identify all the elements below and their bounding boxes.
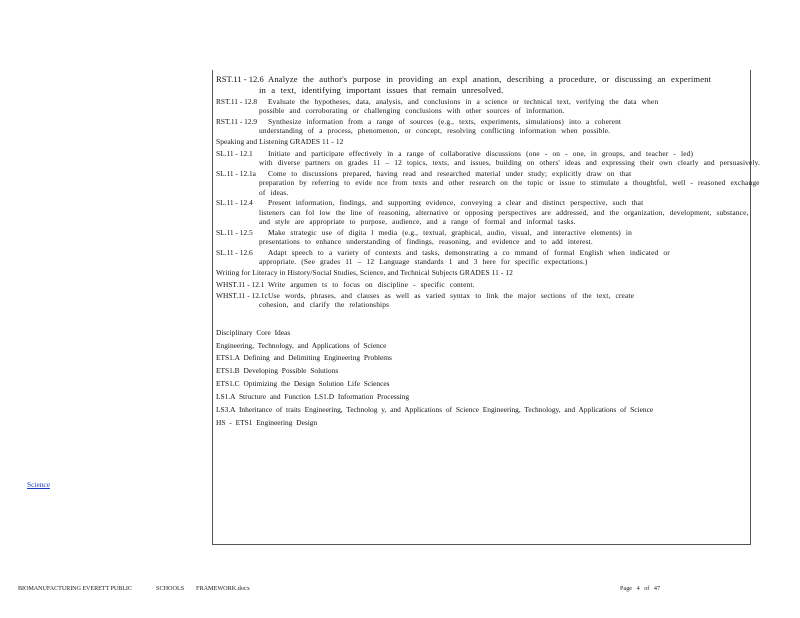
standard-code: RST.11 - 12.6 (216, 74, 264, 84)
standard-item (216, 97, 764, 116)
rst-standards (216, 74, 764, 135)
standard-code: SL.11 - 12.1a (216, 169, 256, 179)
standard-item (216, 198, 764, 226)
standard-item (216, 291, 764, 310)
sl-standards (216, 149, 764, 266)
standard-text-continued: possible and corroborating or challenging conclusions with other sources of information. (259, 106, 565, 116)
standard-text: Present information, findings, and supporting evidence, conveying a clear and distinct perspective, such that (268, 198, 644, 208)
standard-text: Write argumen ts to focus on discipline - specific content. (268, 279, 475, 289)
standard-item (216, 248, 764, 267)
standard-text-continued: in a text, identifying important issues that remain unresolved. (259, 84, 504, 95)
standard-text: Evaluate the hypotheses, data, analysis, and conclusions in a science or technical text, verifying the data when (268, 96, 659, 106)
speaking-listening-heading: Speaking and Listening GRADES 11 - 12 (216, 136, 344, 146)
standard-code: SL.11 - 12.6 (216, 247, 253, 257)
standard-text-continued: with diverse partners on grades 11 – 12 topics, texts, and issues, building on others' ideas and expressing their own clearly and persuasively. (259, 158, 760, 168)
dci-line: HS - ETS1 Engineering Design (216, 417, 318, 427)
footer-filename-part1: BIOMANUFACTURING EVERETT PUBLIC (18, 585, 132, 592)
standard-text-continued: listeners can fol low the line of reasoning, alternative or opposing perspectives are addressed, and the organization, development, substance, and style are appropriate to purpose, audience, and a range of formal and informal tasks. (259, 207, 749, 226)
standard-text-continued: appropriate. (See grades 11 – 12 Language standards 1 and 3 here for specific expectations.) (259, 256, 588, 266)
standard-item (216, 228, 764, 247)
standards-content (216, 74, 764, 430)
standard-text: Adapt speech to a variety of contexts and tasks, demonstrating a co mmand of formal English when indicated or (268, 247, 670, 257)
standard-code: SL.11 - 12.4 (216, 198, 253, 208)
standard-text-continued: cohesion, and clarify the relationships (259, 299, 390, 309)
dci-line: ETS1.C Optimizing the Design Solution Life Sciences (216, 379, 390, 389)
dci-line: ETS1.A Defining and Delimiting Engineering Problems (216, 353, 392, 363)
whst-standards (216, 280, 764, 309)
standard-text: Make strategic use of digita l media (e.g., textual, graphical, audio, visual, and interactive elements) in (268, 227, 632, 237)
standard-code: WHST.11 - 12.1 (216, 279, 265, 289)
dci-line: LS3.A Inheritance of traits Engineering, Technolog y, and Applications of Science Engineering, Technology, and Applications of Science (216, 404, 654, 414)
standard-text-continued: presentations to enhance understanding of findings, reasoning, and evidence and to add interest. (259, 236, 593, 246)
standard-text: Synthesize information from a range of sources (e.g., texts, experiments, simulations) into a coherent (268, 116, 622, 126)
standard-text: Analyze the author's purpose in providing an expl anation, describing a procedure, or discussing an experiment (268, 74, 712, 84)
page-number: Page 4 of 47 (620, 585, 661, 592)
standard-item (216, 149, 764, 168)
dci-heading: Disciplinary Core Ideas (216, 327, 291, 337)
disciplinary-core-ideas (216, 328, 764, 427)
science-link[interactable]: Science (27, 480, 50, 489)
standard-item (216, 74, 764, 95)
footer-filename-part3: FRAMEWORK.docx (196, 585, 250, 592)
dci-line: Engineering, Technology, and Applications of Science (216, 340, 387, 350)
standard-text: Come to discussions prepared, having read and researched material under study; explicitly draw on that (268, 169, 632, 179)
standard-item (216, 169, 764, 197)
standard-code: RST.11 - 12.8 (216, 96, 258, 106)
standard-code: SL.11 - 12.5 (216, 227, 253, 237)
standard-text-continued: understanding of a process, phenomenon, or concept, resolving conflicting information when possible. (259, 126, 611, 136)
dci-line: LS1.A Structure and Function LS1.D Information Processing (216, 391, 410, 401)
standard-text: Initiate and participate effectively in a range of collaborative discussions (one - on - one, in groups, and teacher - led) (268, 149, 694, 159)
standard-text-continued: preparation by referring to evide nce from texts and other research on the topic or issue to stimulate a thoughtful, well - reasoned exchange of ideas. (259, 178, 760, 197)
dci-line: ETS1.B Developing Possible Solutions (216, 366, 339, 376)
standard-item (216, 280, 764, 289)
standard-code: WHST.11 - 12.1c (216, 290, 268, 300)
standard-item (216, 117, 764, 136)
footer-filename-part2: SCHOOLS (156, 585, 185, 592)
writing-heading: Writing for Literacy in History/Social Studies, Science, and Technical Subjects GRADES 11 - 12 (216, 267, 513, 277)
standard-code: RST.11 - 12.9 (216, 116, 258, 126)
standard-code: SL.11 - 12.1 (216, 149, 253, 159)
standard-text: Use words, phrases, and clauses as well as varied syntax to link the major sections of the text, create (268, 290, 635, 300)
